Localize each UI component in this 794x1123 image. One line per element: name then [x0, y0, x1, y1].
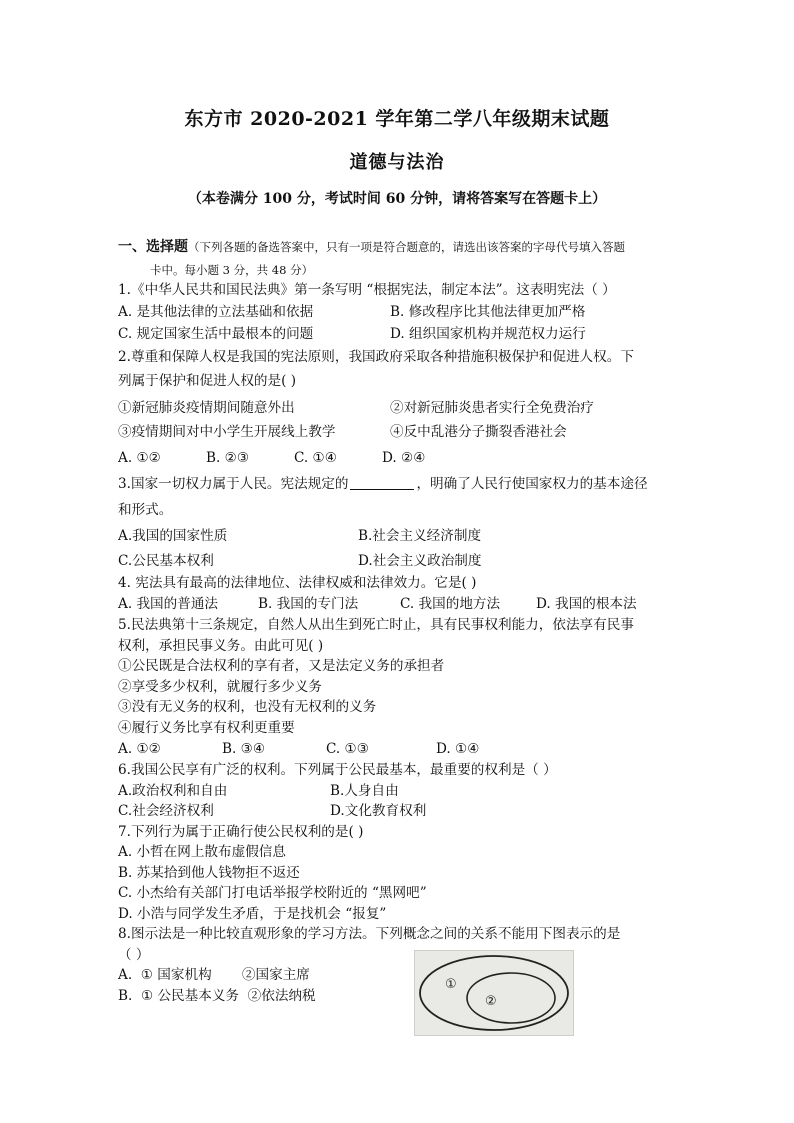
inner-label: ② [485, 994, 497, 1009]
section-desc-line2: 卡中。每小题 3 分，共 48 分） [150, 263, 314, 277]
q5-option-b: B. ③④ [222, 741, 266, 757]
q2-statements-row2 [118, 419, 678, 445]
q6-options-row1 [118, 781, 678, 802]
q4-option-b: B. 我国的专门法 [258, 596, 359, 612]
q8-venn-diagram [414, 950, 574, 1036]
q2-option-b: B. ②③ [206, 449, 250, 466]
q6-option-c: C.社会经济权利 [118, 803, 214, 819]
q1-option-a: A. 是其他法律的立法基础和依据 [118, 303, 314, 320]
section-desc-line1: （下列各题的备选答案中，只有一项是符合题意的，请选出该答案的字母代号填入答题 [188, 240, 625, 254]
q3-option-d: D.社会主义政治制度 [358, 552, 482, 569]
q6-options-row2 [118, 801, 678, 822]
q8-option-a: A. ① 国家机构 ②国家主席 [118, 967, 310, 983]
q8-stem-line1: 8.图示法是一种比较直观形象的学习方法。下列概念之间的关系不能用下图表示的是 [118, 926, 621, 942]
questions [118, 280, 678, 1006]
q7-option-a: A. 小哲在网上散布虚假信息 [118, 844, 286, 860]
q2-option-c: C. ①④ [294, 449, 337, 466]
q6-option-b: B.人身自由 [330, 782, 399, 799]
q2-statement-1: ①新冠肺炎疫情期间随意外出 [118, 399, 295, 416]
q3-option-a: A.我国的国家性质 [118, 527, 228, 544]
q3-options-row2 [118, 549, 678, 573]
q5-statement-1: ①公民既是合法权利的享有者，又是法定义务的承担者 [118, 658, 445, 674]
q3-stem-part1: 3.国家一切权力属于人民。宪法规定的 [118, 475, 349, 492]
q6-stem: 6.我国公民享有广泛的权利。下列属于公民最基本，最重要的权利是（ ） [118, 762, 557, 778]
q1-option-b: B. 修改程序比其他法律更加严格 [390, 303, 586, 320]
q1-option-c: C. 规定国家生活中最根本的问题 [118, 325, 314, 342]
q1-options-row1 [118, 301, 678, 323]
q3-stem-line2: 和形式。 [118, 501, 173, 518]
q1-option-d: D. 组织国家机构并规范权力运行 [390, 325, 586, 342]
q4-option-a: A. 我国的普通法 [118, 596, 219, 612]
q2-statement-4: ④反中乱港分子撕裂香港社会 [390, 423, 567, 440]
q8-stem-line2: （ ） [118, 946, 150, 963]
q3-option-b: B.社会主义经济制度 [358, 527, 482, 544]
q4-option-d: D. 我国的根本法 [536, 596, 637, 612]
q6-option-d: D.文化教育权利 [330, 803, 427, 819]
q5-statement-4: ④履行义务比享有权利更重要 [118, 719, 295, 736]
q3-stem-part2: ，明确了人民行使国家权力的基本途径 [416, 475, 648, 492]
exam-title: 东方市 2020-2021 学年第二学八年级期末试题 [184, 108, 610, 130]
q5-statement-3: ③没有无义务的权利，也没有无权利的义务 [118, 699, 377, 715]
inner-ellipse [467, 973, 555, 1023]
q5-option-a: A. ①② [118, 741, 161, 757]
q5-statement-2: ②享受多少权利，就履行多少义务 [118, 678, 322, 695]
q3-options-row1 [118, 523, 678, 549]
q2-stem-line1: 2.尊重和保障人权是我国的宪法原则，我国政府采取各种措施积极保护和促进人权。下 [118, 348, 634, 365]
q3-blank [350, 475, 414, 490]
q2-option-d: D. ②④ [382, 449, 426, 466]
q7-option-c: C. 小杰给有关部门打电话举报学校附近的 “黑网吧” [118, 885, 427, 901]
q2-stem [118, 345, 678, 393]
q5-option-d: D. ①④ [436, 741, 480, 757]
q8-option-b: B. ① 公民基本义务 ②依法纳税 [118, 987, 316, 1004]
outer-label: ① [445, 977, 457, 992]
q2-statement-3: ③疫情期间对中小学生开展线上教学 [118, 423, 336, 440]
q5-option-c: C. ①③ [326, 741, 369, 757]
q8-venn-svg [415, 951, 573, 1035]
section-header [118, 236, 678, 281]
outer-ellipse [420, 956, 568, 1030]
q5-stem-line2: 权利，承担民事义务。由此可见( ) [118, 637, 324, 654]
exam-note: （本卷满分 100 分，考试时间 60 分钟，请将答案写在答题卡上） [187, 191, 607, 207]
exam-subject: 道德与法治 [349, 152, 445, 173]
q7-option-d: D. 小浩与同学发生矛盾，于是找机会 “报复” [118, 905, 387, 922]
q7-option-b: B. 苏某拾到他人钱物拒不返还 [118, 864, 300, 881]
q2-stem-line2: 列属于保护和促进人权的是( ) [118, 372, 297, 389]
q2-options [118, 445, 678, 471]
q2-statements-row1 [118, 397, 678, 419]
q3-stem [118, 471, 678, 523]
q5-stem-line1: 5.民法典第十三条规定，自然人从出生到死亡时止，具有民事权利能力，依法享有民事 [118, 617, 634, 633]
q6-option-a: A.政治权利和自由 [118, 782, 228, 799]
q5-options [118, 738, 678, 760]
q1-options-row2 [118, 323, 678, 345]
q4-stem: 4. 宪法具有最高的法律地位、法律权威和法律效力。它是( ) [118, 574, 477, 591]
q3-option-c: C.公民基本权利 [118, 552, 214, 569]
q2-statement-2: ②对新冠肺炎患者实行全免费治疗 [390, 399, 594, 416]
q4-options [118, 593, 678, 615]
q4-option-c: C. 我国的地方法 [400, 596, 501, 612]
section-title: 一、选择题 [118, 239, 188, 255]
q2-option-a: A. ①② [118, 449, 161, 466]
q1-stem: 1.《中华人民共和国民法典》第一条写明 “根据宪法，制定本法”。这表明宪法（ ） [118, 282, 616, 298]
q7-stem: 7.下列行为属于正确行使公民权利的是( ) [118, 823, 364, 840]
